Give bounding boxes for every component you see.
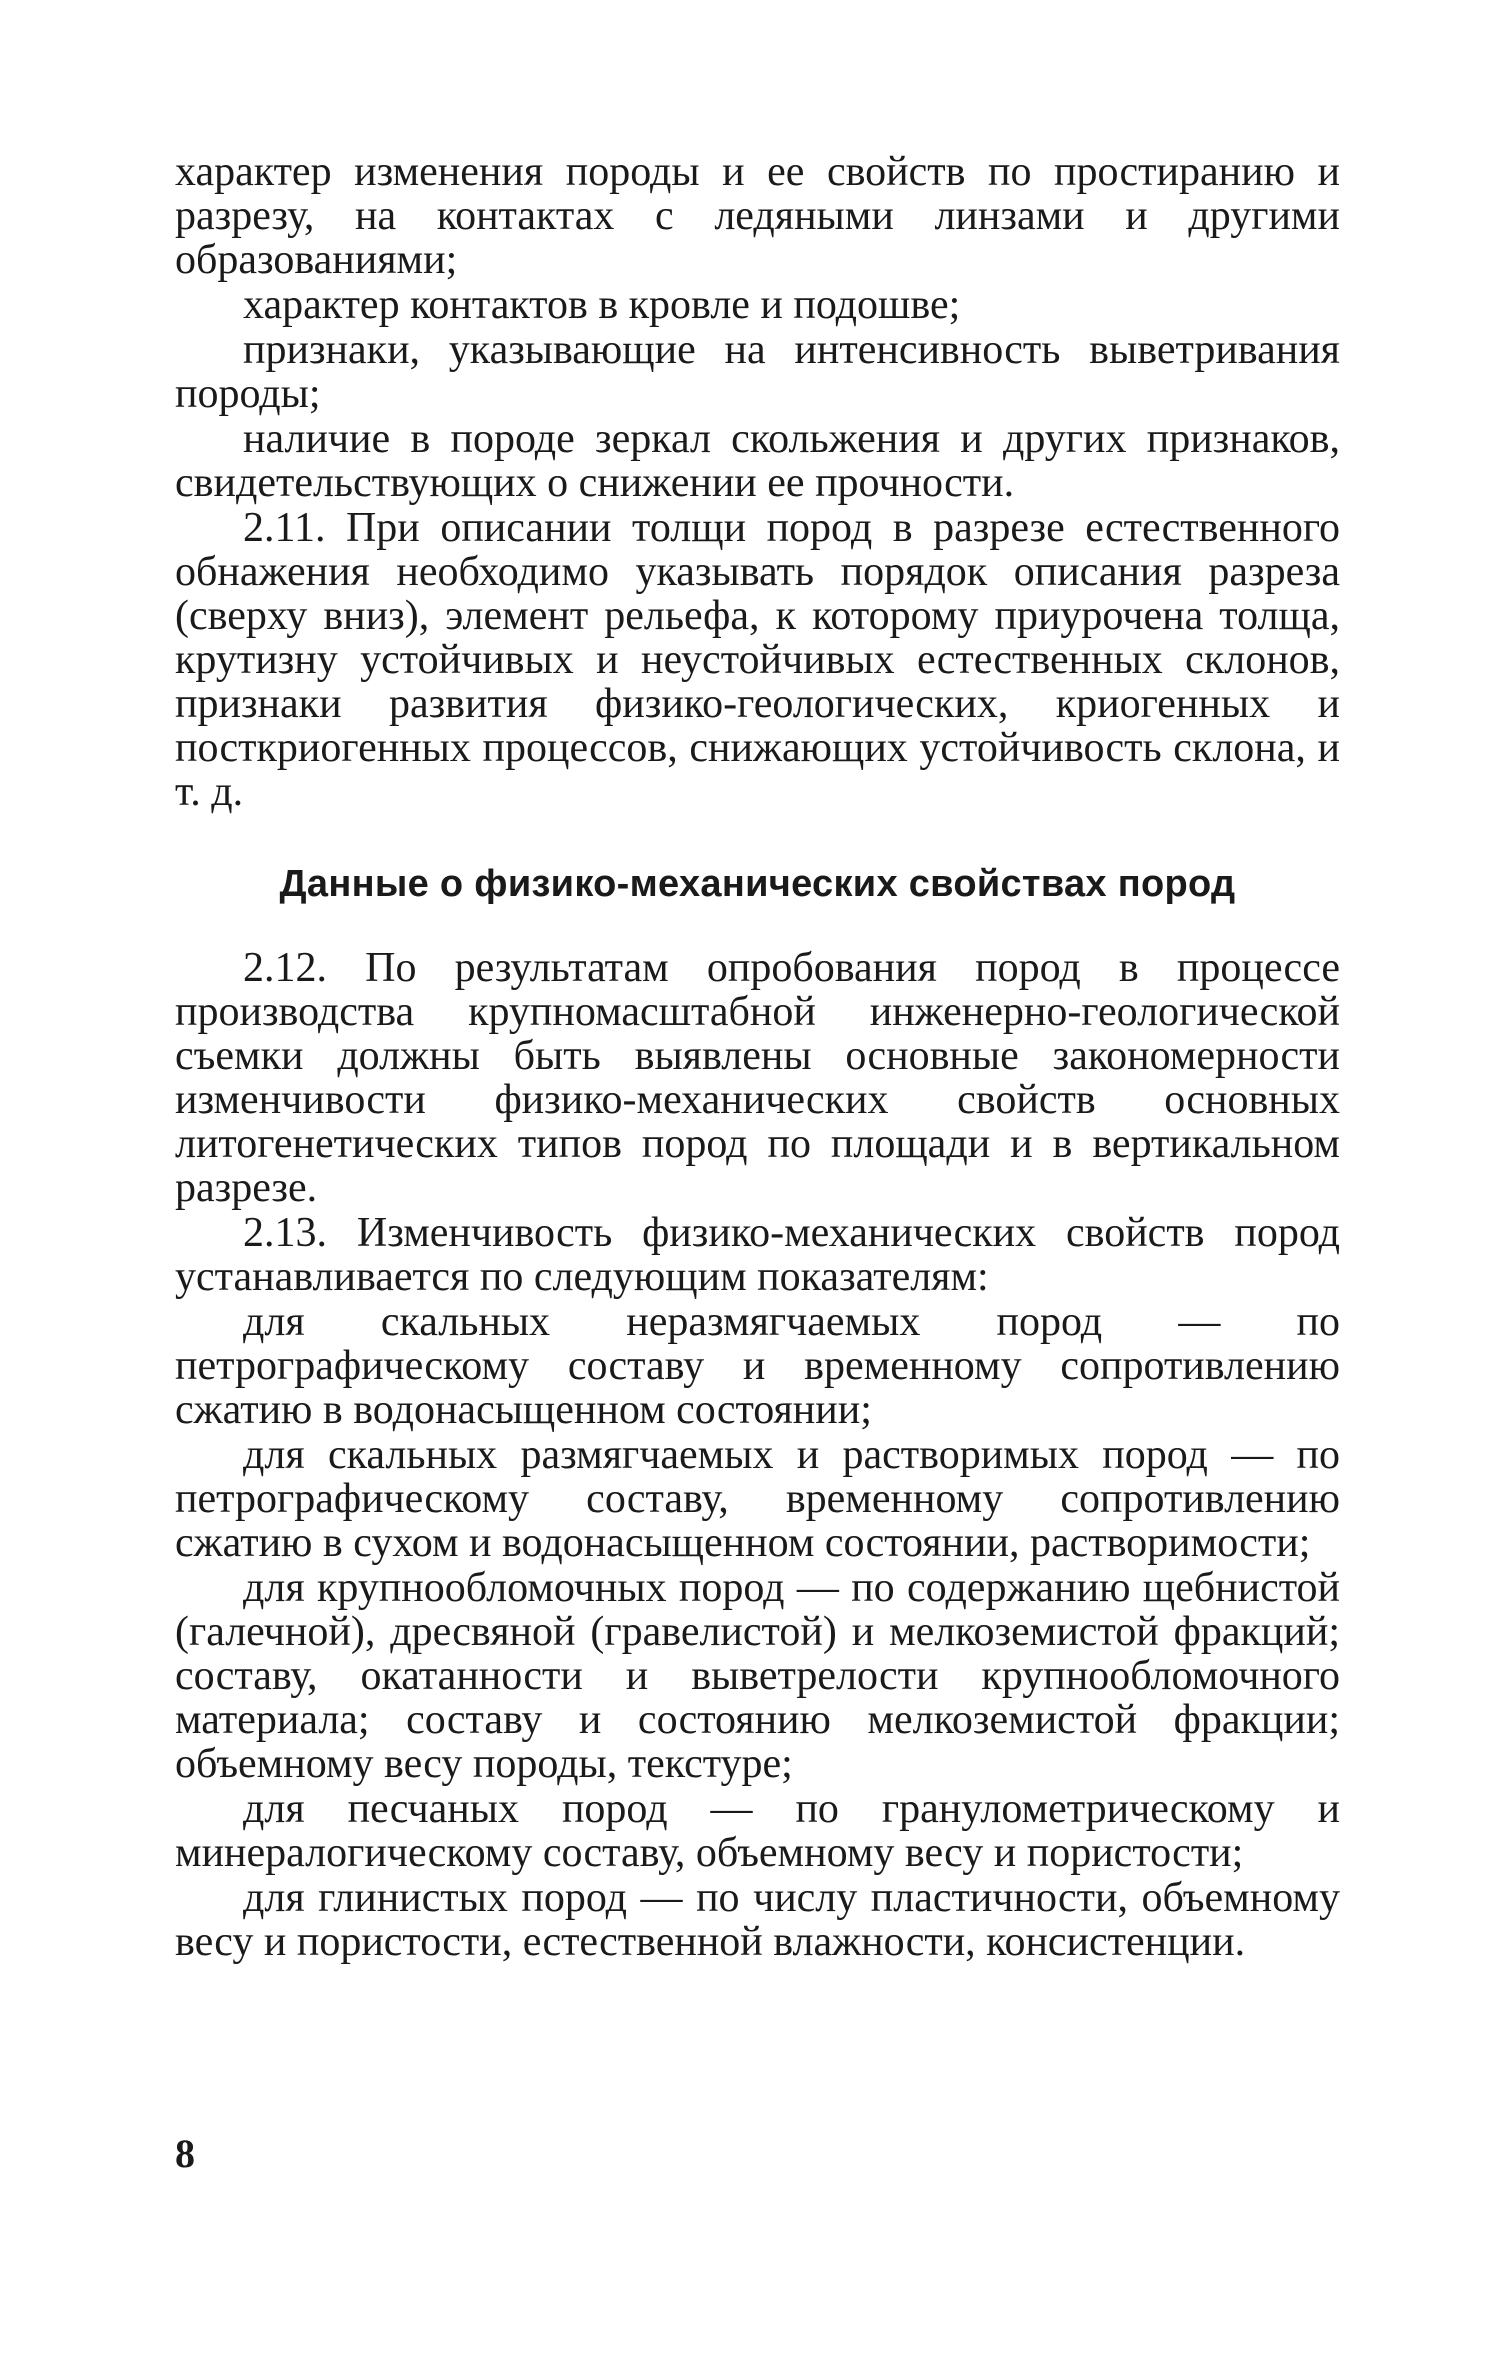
paragraph-change-character: характер изменения породы и ее свойств по простиранию и разрезу, на контактах с ледяными линзами и другими образованиями; (175, 149, 1340, 283)
section-heading: Данные о физико-механических свойствах пород (279, 863, 1236, 905)
paragraph-contacts-character: характер контактов в кровле и подошве; (243, 282, 961, 328)
page-number: 8 (175, 2131, 195, 2176)
paragraph-2-11: 2.11. При описании толщи пород в разрезе естественного обнажения необходимо указывать порядок описания разреза (сверху вниз), элемент рельефа, к которому приурочена толща, крутизну устойчивых и неустойчивых естественных склонов, признаки развития физико-геологических, криогенных и посткриогенных процессов, снижающих устойчивость склона, и т. д. (175, 505, 1340, 815)
paragraph-2-12: 2.12. По результатам опробования пород в процессе производства крупномасштабной инженерно-геологической съемки должны быть выявлены основные закономерности изменчивости физико-механических свойств основных литогенетических типов пород по площади и в вертикальном разрезе. (175, 945, 1340, 1211)
page-body (175, 150, 1340, 1965)
paragraph-coarse-clastic: для крупнообломочных пород — по содержанию щебнистой (галечной), дресвяной (гравелистой) и мелкоземистой фракций; составу, окатанности и выветрелости крупнообломочного материала; составу и состоянию мелкоземистой фракции; объемному весу породы, текстуре; (175, 1565, 1340, 1787)
paragraph-weathering-signs: признаки, указывающие на интенсивность выветривания породы; (175, 327, 1340, 417)
paragraph-rock-softening: для скальных размягчаемых и растворимых пород — по петрографическому составу, временному сопротивлению сжатию в сухом и водонасыщенном состоянии, растворимости; (175, 1432, 1340, 1566)
paragraph-clayey: для глинистых пород — по числу пластичности, объемному весу и пористости, естественной влажности, консистенции. (175, 1875, 1340, 1965)
paragraph-2-13: 2.13. Изменчивость физико-механических свойств пород устанавливается по следующим показателям: (175, 1210, 1340, 1300)
paragraph-rock-non-softening: для скальных неразмягчаемых пород — по петрографическому составу и временному сопротивлению сжатию в водонасыщенном состоянии; (175, 1299, 1340, 1433)
paragraph-slickensides: наличие в породе зеркал скольжения и других признаков, свидетельствующих о снижении ее прочности. (175, 416, 1340, 506)
paragraph-sandy: для песчаных пород — по гранулометрическому и минералогическому составу, объемному весу и пористости; (175, 1786, 1340, 1876)
